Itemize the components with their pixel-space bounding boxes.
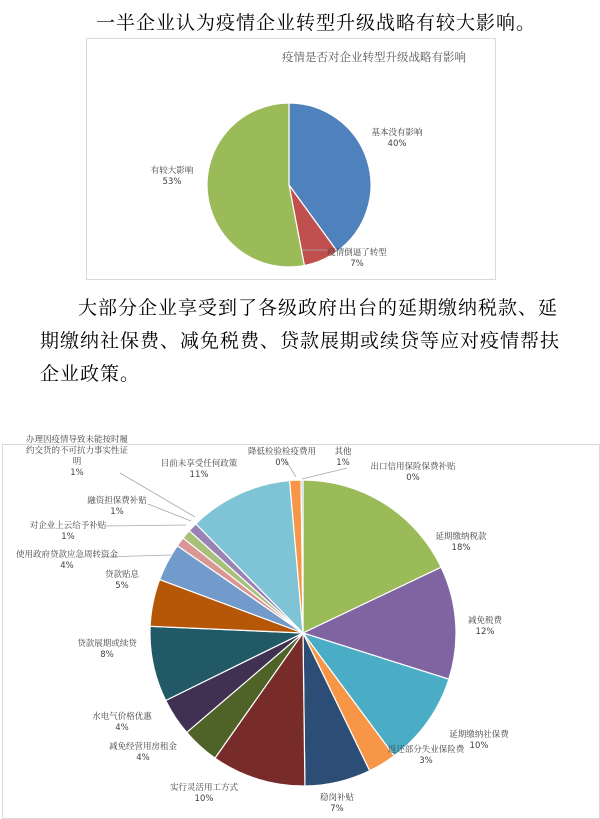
slice-percent: 1%	[61, 532, 75, 542]
pie-chart-2	[3, 435, 599, 818]
slice-label: 稳岗补贴	[319, 793, 355, 803]
slice-label: 延期缴纳税款	[435, 532, 487, 542]
slice-percent: 5%	[115, 581, 129, 591]
slice-label: 有较大影响	[150, 166, 194, 176]
slice-label: 减免经营用房租金	[108, 742, 178, 752]
slice-percent: 18%	[451, 543, 471, 553]
slice-label: 对企业上云给予补贴	[29, 521, 107, 531]
slice-label: 办理因疫情导致未能按时履	[25, 435, 129, 445]
leader-line	[148, 504, 191, 521]
chart-title: 疫情是否对企业转型升级战略有影响	[282, 50, 466, 64]
leader-line	[120, 473, 195, 517]
slice-percent: 0%	[275, 458, 289, 468]
slice-percent: 11%	[189, 470, 209, 480]
slice-percent: 53%	[162, 177, 182, 187]
slice-percent: 7%	[330, 804, 344, 814]
leader-line	[302, 468, 347, 479]
slice-label: 延期缴纳社保费	[449, 730, 509, 740]
slice-percent: 7%	[350, 259, 364, 269]
paragraph-1: 一半企业认为疫情企业转型升级战略有较大影响。	[96, 12, 537, 34]
slice-label: 贷款展期或续贷	[77, 639, 137, 649]
slice-percent: 0%	[406, 473, 420, 483]
slice-percent: 8%	[100, 650, 114, 660]
pie-chart-1	[87, 39, 495, 279]
slice-percent: 40%	[387, 139, 407, 149]
slice-label: 其他	[334, 447, 352, 457]
slice-label: 降低检验检疫费用	[247, 447, 317, 457]
slice-label: 出口信用保险保费补贴	[370, 462, 456, 472]
chart-policy-benefits	[2, 435, 600, 819]
slice-label: 目前未享受任何政策	[160, 459, 238, 469]
slice-percent: 10%	[194, 794, 214, 804]
slice-label: 减免税费	[467, 616, 503, 626]
slice-percent: 4%	[60, 561, 74, 571]
slice-percent: 1%	[70, 468, 84, 478]
paragraph-2: 大部分企业享受到了各级政府出台的延期缴纳税款、延期缴纳社保费、减免税费、贷款展期或续贷等应对疫情帮扶企业政策。	[40, 297, 561, 385]
slice-label: 明	[72, 457, 82, 467]
slice-percent: 4%	[115, 723, 129, 733]
slice-label: 返还部分失业保险费	[387, 745, 465, 755]
slice-label: 水电气价格优惠	[92, 712, 152, 722]
slice-percent: 1%	[110, 507, 124, 517]
slice-label: 约交货的不可抗力事实性证	[25, 446, 129, 456]
slice-percent: 3%	[419, 756, 433, 766]
slice-label: 基本没有影响	[371, 128, 423, 138]
slice-label: 实行灵活用工方式	[169, 783, 239, 793]
slice-percent: 12%	[475, 627, 495, 637]
slice-label: 使用政府贷款应急周转资金	[15, 550, 119, 560]
slice-label: 贷款贴息	[104, 570, 140, 580]
slice-label: 融资担保费补贴	[87, 496, 147, 506]
slice-percent: 10%	[469, 741, 489, 751]
slice-label: 疫情倒逼了转型	[327, 248, 387, 258]
chart-transformation-impact	[86, 38, 496, 280]
slice-percent: 1%	[336, 458, 350, 468]
slice-percent: 4%	[136, 753, 150, 763]
leader-line	[106, 525, 186, 526]
